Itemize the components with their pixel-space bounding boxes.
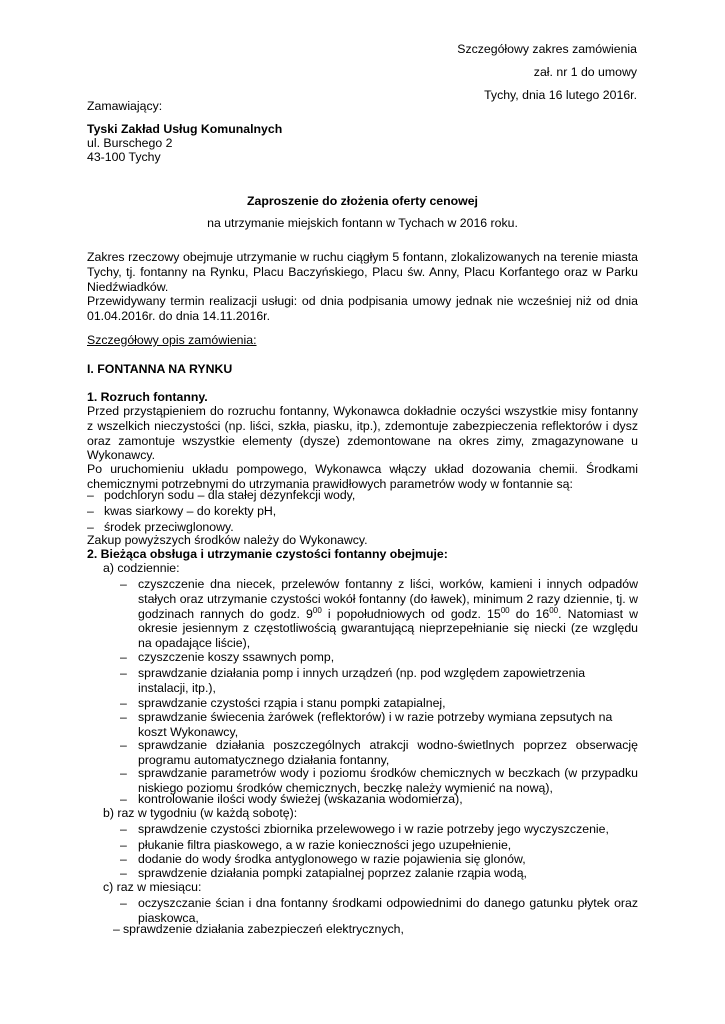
section-heading: I. FONTANNA NA RYNKU [87, 362, 233, 376]
dash-bullet: – [120, 766, 127, 780]
dash-bullet: – [120, 792, 127, 806]
dash-bullet: – [120, 666, 127, 680]
dash-bullet: – [87, 520, 94, 534]
list-item-text: środek przeciwglonowy. [104, 520, 234, 534]
dash-bullet: – [120, 577, 127, 591]
list-item [120, 666, 638, 696]
list-item-text: podchloryn sodu – dla stałej dezynfekcji wody, [104, 488, 356, 502]
list-item-text: oczyszczanie ścian i dna fontanny środkami odpowiednimi do danego gatunku płytek oraz piaskowca, [138, 896, 638, 925]
subsection-1-paragraph-3: Zakup powyższych środków należy do Wykonawcy. [87, 533, 368, 547]
client-city: 43-100 Tychy [87, 150, 161, 164]
dash-bullet: – [120, 852, 127, 866]
list-item-text: płukanie filtra piaskowego, a w razie konieczności jego uzupełnienie, [138, 838, 512, 852]
list-item-text: kwas siarkowy – do korekty pH, [104, 504, 277, 518]
header-date: Tychy, dnia 16 lutego 2016r. [484, 88, 637, 102]
list-item [120, 738, 638, 768]
dash-bullet: – [120, 738, 127, 752]
client-name: Tyski Zakład Usług Komunalnych [87, 122, 283, 136]
client-street: ul. Burschego 2 [87, 136, 173, 150]
list-item [87, 488, 638, 503]
intro-paragraph-1: Zakres rzeczowy obejmuje utrzymanie w ruchu ciągłym 5 fontann, zlokalizowanych na terenie miasta Tychy, tj. fontanny na Rynku, Placu Baczyńskiego, Placu św. Anny, Placu Korfantego oraz w Parku Niedźwiadków. [87, 250, 638, 294]
list-item [120, 577, 638, 651]
list-item [120, 650, 638, 665]
subsection-1-paragraph-1: Przed przystąpieniem do rozruchu fontanny, Wykonawca dokładnie oczyści wszystkie misy fontanny z wszelkich nieczystości (np. liści, szkła, piasku, itp.), zdemontuje zabezpieczenia reflektorów i dysz oraz zamontuje wszystkie elementy (dysze) zdemontowane na okres zimy, zmagazynowane u Wykonawcy. [87, 404, 638, 463]
dash-bullet: – [87, 504, 94, 518]
list-item-text: sprawdzanie działania poszczególnych atrakcji wodno-świetlnych poprzez obserwację programu automatycznego działania fontanny, [138, 738, 638, 767]
header-line-1: Szczegółowy zakres zamówienia [457, 42, 637, 56]
dash-bullet: – [87, 488, 94, 502]
document-subtitle: na utrzymanie miejskich fontann w Tychach w 2016 roku. [207, 216, 518, 230]
list-item-text: sprawdzenie działania pompki zatapialnej poprzez zalanie rząpia wodą, [138, 866, 527, 880]
list-item-text: czyszczenie koszy ssawnych pomp, [138, 650, 335, 664]
monthly-label: c) raz w miesiącu: [103, 880, 202, 894]
list-item-text: sprawdzanie parametrów wody i poziomu środków chemicznych w beczkach (w przypadku niskiego poziomu środków chemicznych, beczkę należy wymienić na nową), [138, 766, 638, 795]
description-heading: Szczegółowy opis zamówienia: [87, 333, 257, 347]
list-item [120, 696, 638, 711]
intro-paragraph-2: Przewidywany termin realizacji usługi: od dnia podpisania umowy jednak nie wcześniej niż od dnia 01.04.2016r. do dnia 14.11.2016r. [87, 294, 638, 323]
dash-bullet: – [120, 896, 127, 910]
list-item [120, 792, 638, 807]
dash-bullet: – [120, 710, 127, 724]
dash-bullet: – [120, 696, 127, 710]
list-item-text: sprawdzenie działania zabezpieczeń elektrycznych, [123, 922, 404, 936]
list-item-text: sprawdzenie czystości zbiornika przelewowego i w razie potrzeby jego wyczyszczenie, [138, 822, 609, 836]
dash-bullet: – [120, 822, 127, 836]
weekly-label: b) raz w tygodniu (w każdą sobotę): [103, 806, 298, 820]
list-item [113, 922, 638, 937]
dash-bullet: – [120, 866, 127, 880]
list-item-text: kontrolowanie ilości wody świeżej (wskazania wodomierza), [138, 792, 463, 806]
dash-bullet: – [120, 650, 127, 664]
list-item [120, 866, 638, 881]
list-item-text: czyszczenie dna niecek, przelewów fontanny z liści, worków, kamieni i innych odpadów stałych oraz utrzymanie czystości wokół fontanny (do ławek), minimum 2 razy dziennie, tj. w godzinach rannych do godz. $9^{00}$ i popołudniowych od godz. $15^{00}$ do $16^{00}$. Natomiast w okresie jesiennym z częstotliwością gwarantującą nieprzepełnianie się niecki (ze względu na opadające liście), [138, 577, 639, 651]
dash-bullet: – [113, 922, 120, 936]
document-title: Zaproszenie do złożenia oferty cenowej [247, 194, 478, 208]
list-item [120, 838, 638, 853]
list-item [120, 852, 638, 867]
list-item [120, 710, 638, 740]
subsection-2-title: 2. Bieżąca obsługa i utrzymanie czystości fontanny obejmuje: [87, 547, 448, 561]
list-item [87, 504, 638, 519]
list-item-text: dodanie do wody środka antyglonowego w razie pojawienia się glonów, [138, 852, 526, 866]
dash-bullet: – [120, 838, 127, 852]
header-line-2: zał. nr 1 do umowy [533, 65, 637, 79]
subsection-1-title: 1. Rozruch fontanny. [87, 390, 208, 404]
list-item-text: sprawdzanie czystości rząpia i stanu pompki zatapialnej, [138, 696, 446, 710]
client-label: Zamawiający: [87, 99, 163, 113]
list-item-text: sprawdzanie świecenia żarówek (reflektorów) i w razie potrzeby wymiana zepsutych na koszt Wykonawcy, [138, 710, 613, 739]
list-item-text: sprawdzanie działania pomp i innych urządzeń (np. pod względem zapowietrzenia instalacji, itp.), [138, 666, 586, 695]
subsection-1-paragraph-2: Po uruchomieniu układu pompowego, Wykonawca włączy układ dozowania chemii. Środkami chemicznymi potrzebnymi do utrzymania prawidłowych parametrów wody w fontannie są: [87, 462, 638, 491]
list-item [120, 822, 638, 837]
daily-label: a) codziennie: [103, 561, 180, 575]
